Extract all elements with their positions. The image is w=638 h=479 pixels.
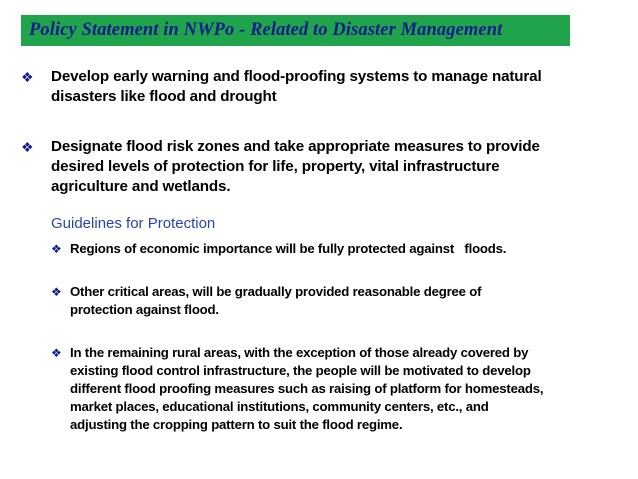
bullet-line: adjusting the cropping pattern to suit the flood regime. — [70, 417, 403, 432]
policy-bullet-early-warning — [21, 67, 542, 107]
bullet-line: Designate flood risk zones and take appropriate measures to provide — [51, 138, 540, 155]
bullet-line: protection against flood. — [70, 302, 219, 317]
bullet-text — [51, 137, 540, 197]
guideline-bullet-rural-areas — [51, 344, 543, 434]
bullet-line: Other critical areas, will be gradually provided reasonable degree of — [70, 284, 482, 299]
bullet-line: existing flood control infrastructure, the people will be motivated to develop — [70, 363, 531, 378]
bullet-text — [70, 344, 543, 434]
diamond-bullet-icon: ❖ — [21, 69, 34, 85]
bullet-text — [70, 240, 506, 258]
bullet-line: different flood proofing measures such as raising of platform for homesteads, — [70, 381, 544, 396]
bullet-line: market places, educational institutions, community centers, etc., and — [70, 399, 489, 414]
bullet-line: desired levels of protection for life, property, vital infrastructure — [51, 158, 500, 175]
bullet-line: Regions of economic importance will be fully protected against floods. — [70, 241, 507, 256]
bullet-line: Develop early warning and flood-proofing systems to manage natural — [51, 68, 542, 85]
bullet-text — [70, 283, 481, 319]
bullet-line: agriculture and wetlands. — [51, 178, 231, 195]
diamond-bullet-icon: ❖ — [51, 242, 62, 256]
bullet-line: In the remaining rural areas, with the exception of those already covered by — [70, 345, 529, 360]
bullet-text — [51, 67, 542, 107]
diamond-bullet-icon: ❖ — [51, 285, 62, 299]
diamond-bullet-icon: ❖ — [51, 346, 62, 360]
page-title: Policy Statement in NWPo - Related to Disaster Management — [29, 20, 503, 40]
diamond-bullet-icon: ❖ — [21, 139, 34, 155]
title-banner — [21, 15, 570, 46]
policy-bullet-flood-risk-zones — [21, 137, 540, 197]
guideline-bullet-economic-regions — [51, 240, 506, 258]
bullet-line: disasters like flood and drought — [51, 88, 277, 105]
guidelines-heading: Guidelines for Protection — [51, 215, 216, 232]
guideline-bullet-critical-areas — [51, 283, 481, 319]
